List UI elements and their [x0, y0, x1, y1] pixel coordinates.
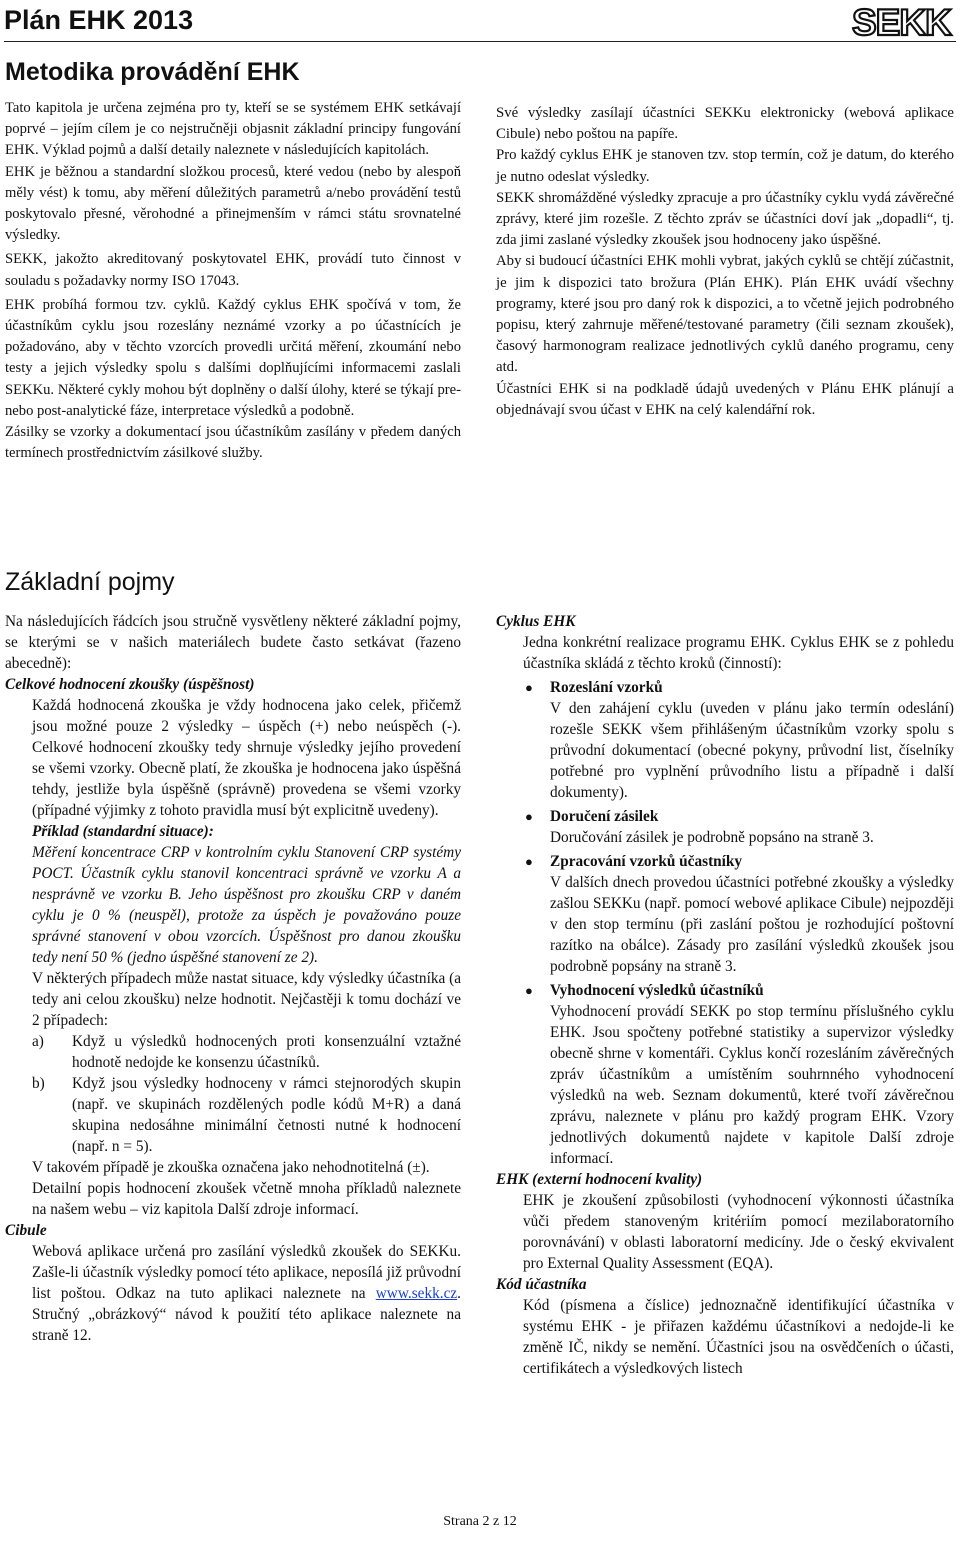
- section-heading-metodika: Metodika provádění EHK: [5, 58, 300, 86]
- step-text: Doručování zásilek je podrobně popsáno na straně 3.: [550, 829, 874, 846]
- step-title: Rozeslání vzorků: [550, 679, 663, 696]
- list-item-text: Když jsou výsledky hodnoceny v rámci stejnorodých skupin (např. ve skupinách rozdělených podle kódů M+R) a daná skupina nedosáhne minimální četnosti nutné k hodnocení (např. n = 5).: [72, 1075, 461, 1155]
- step-item: [523, 677, 954, 803]
- bullet-icon: ●: [525, 680, 533, 695]
- section2-left-column: [5, 611, 461, 1346]
- step-title: Doručení zásilek: [550, 808, 659, 825]
- definition-text: [32, 1241, 461, 1346]
- bullet-icon: ●: [525, 809, 533, 824]
- step-item: [523, 851, 954, 977]
- definition-text: Jedna konkrétní realizace programu EHK. Cyklus EHK se z pohledu účastníka skládá z těchto kroků (činností):: [523, 634, 954, 672]
- term-celkove-hodnoceni: Celkové hodnocení zkoušky (úspěšnost): [5, 676, 255, 693]
- example-title: Příklad (standardní situace):: [32, 823, 214, 840]
- intro-paragraph: Na následujících řádcích jsou stručně vysvětleny některé základní pojmy, se kterými se v našich materiálech budete často setkávat (řazeno abecedně):: [5, 613, 461, 672]
- paragraph: SEKK, jakožto akreditovaný poskytovatel EHK, provádí tuto činnost v souladu s požadavky normy ISO 17043.: [5, 251, 461, 289]
- section1-right-column: [496, 103, 954, 421]
- paragraph: EHK probíhá formou tzv. cyklů. Každý cyklus EHK spočívá v tom, že účastníkům cyklu jsou rozeslány neznámé vzorky a po účastnících je požadováno, aby v těchto vzorcích provedli určitá měření, zkoumání nebo testy a jejich výsledky spolu s dalšími doplňujícími informacemi zaslali SEKKu. Některé cykly mohou být doplněny o další úlohy, které se týkají pre-nebo post-analytické fáze, interpretace výsledků a podobně.: [5, 296, 461, 419]
- paragraph: Aby si budoucí účastníci EHK mohli vybrat, jakých cyklů se chtějí zúčastnit, je jim k dispozici tato brožura (Plán EHK). Plán EHK uvádí všechny programy, které jsou pro daný rok k dispozici, a to včetně jejich podrobného popisu, který zahrnuje měřené/testované parametry (čili seznam zkoušek), časový harmonogram realizace jednotlivých cyklů daného programu, ceny atd.: [496, 253, 954, 376]
- term-ehk: EHK (externí hodnocení kvality): [496, 1171, 703, 1188]
- paragraph: Své výsledky zasílají účastníci SEKKu elektronicky (webová aplikace Cibule) nebo poštou na papíře.: [496, 105, 954, 143]
- list-marker: b): [32, 1075, 45, 1092]
- paragraph: SEKK shromážděné výsledky zpracuje a pro účastníky cyklu vydá závěrečné zprávy, které jim rozešle. Z těchto zpráv se účastníci doví jak „dopadli“, tj. zda jimi zaslané výsledky zkoušek jsou hodnoceny jako úspěšné.: [496, 189, 954, 249]
- example-text: Měření koncentrace CRP v kontrolním cyklu Stanovení CRP systémy POCT. Účastník cyklu stanovil koncentraci správně ve vzorku A a nesprávně ve vzorku B. Jeho úspěšnost pro zkoušku CRP v daném cyklu je 0 % (neuspěl), protože za úspěch je považováno pouze správné stanovení v obou vzorcích. Úspěšnost pro danou zkoušku tedy není 50 % (jedno úspěšné stanovení ze 2).: [32, 844, 461, 966]
- term-definition: [5, 695, 461, 1220]
- list-item: [32, 1031, 461, 1073]
- document-title: Plán EHK 2013: [4, 5, 194, 35]
- svg-text:SEKK: SEKK: [852, 2, 951, 40]
- term-definition: [496, 1190, 954, 1274]
- step-title: Vyhodnocení výsledků účastníků: [550, 982, 764, 999]
- sekk-logo: [850, 2, 956, 40]
- term-definition: [496, 1295, 954, 1379]
- section1-left-column: [5, 98, 461, 464]
- paragraph: Tato kapitola je určena zejména pro ty, kteří se se systémem EHK setkávají poprvé – jejím cílem je co nejstručněji objasnit základní principy fungování EHK. Výklad pojmů a další detaily naleznete v následujících kapitolách.: [5, 100, 461, 159]
- step-text: Vyhodnocení provádí SEKK po stop termínu příslušného cyklu EHK. Jsou spočteny potřebné statistiky a supervizor výsledky obecně shrne v komentáři. Cyklus končí rozesláním závěrečných zpráv účastníkům a umístěním souhrnného vyhodnocení výsledků na web. Seznam dokumentů, které tvoří závěrečnou zprávu, naleznete v plánu pro každý program EHK. Vzory jednotlivých dokumentů najdete v kapitole Další zdroje informací.: [550, 1003, 954, 1167]
- page-header: [4, 2, 956, 42]
- bullet-icon: ●: [525, 854, 533, 869]
- term-cyklus-ehk: Cyklus EHK: [496, 613, 576, 630]
- term-kod-ucastnika: Kód účastníka: [496, 1276, 587, 1293]
- cibule-text-a: Webová aplikace určená pro zasílání výsledků zkoušek do SEKKu. Zašle-li účastník výsledky pomocí této aplikace, neposílá již průvodní list poštou. Odkaz na tuto aplikaci naleznete na: [32, 1243, 461, 1302]
- list-item: [32, 1073, 461, 1157]
- term-definition: [496, 632, 954, 1169]
- paragraph: V takovém případě je zkouška označena jako nehodnotitelná (±).: [32, 1159, 430, 1176]
- page-number: Strana 2 z 12: [443, 1514, 517, 1529]
- paragraph: EHK je běžnou a standardní složkou procesů, které vedou (nebo by alespoň měly vést) k tomu, aby měření důležitých parametrů a/nebo provádění testů poskytovalo přesné, věrohodné a přinejmenším v rámci státu srovnatelné výsledky.: [5, 163, 461, 244]
- term-cibule: Cibule: [5, 1222, 47, 1239]
- paragraph: Pro každý cyklus EHK je stanoven tzv. stop termín, což je datum, do kterého je nutno odeslat výsledky.: [496, 147, 954, 185]
- cibule-text-b: . Stručný „obrázkový“ návod k použití této aplikace naleznete na straně 12.: [32, 1285, 461, 1344]
- paragraph: Účastníci EHK si na podkladě údajů uvedených v Plánu EHK plánují a objednávají svou účast v EHK na celý kalendářní rok.: [496, 380, 954, 418]
- step-item: [523, 806, 954, 848]
- list-marker: a): [32, 1033, 44, 1050]
- term-definition: [5, 1241, 461, 1346]
- step-text: V dalších dnech provedou účastníci potřebné zkoušky a výsledky zašlou SEKKu (např. pomocí webové aplikace Cibule) nejpozději v den stop termínu (při zaslání poštou je rozhodující poštovní razítko na obálce). Zásady pro zasílání výsledků zkoušek jsou podrobně popsány na straně 3.: [550, 874, 954, 975]
- section-heading-zakladni-pojmy: Základní pojmy: [5, 568, 175, 596]
- list-item-text: Když u výsledků hodnocených proti konsenzuální vztažné hodnotě nedojde ke konsenzu účastníků.: [72, 1033, 461, 1071]
- step-item: [523, 980, 954, 1169]
- step-title: Zpracování vzorků účastníky: [550, 853, 743, 870]
- paragraph: V některých případech může nastat situace, kdy výsledky účastníka (a tedy ani celou zkoušku) nelze hodnotit. Nejčastěji k tomu dochází ve 2 případech:: [32, 970, 461, 1029]
- definition-text: EHK je zkoušení způsobilosti (vyhodnocení výkonnosti účastníka vůči předem stanoveným kritériím pomocí mezilaboratorního porovnávání) v oblasti laboratorní medicíny. Jde o český ekvivalent pro External Quality Assessment (EQA).: [523, 1192, 954, 1272]
- paragraph: Zásilky se vzorky a dokumentací jsou účastníkům zasílány v předem daných termínech prostřednictvím zásilkové služby.: [5, 424, 461, 462]
- definition-text: Kód (písmena a číslice) jednoznačně identifikující účastníka v systému EHK - je přiřazen každému účastníkovi a nedojde-li ke změně IČ, nikdy se nemění. Účastníci jsou na osvědčeních o účasti, certifikátech a výsledkových listech: [523, 1297, 954, 1377]
- paragraph: Detailní popis hodnocení zkoušek včetně mnoha příkladů naleznete na našem webu – viz kapitola Další zdroje informací.: [32, 1180, 461, 1218]
- section2-right-column: [496, 611, 954, 1379]
- definition-text: Každá hodnocená zkouška je vždy hodnocena jako celek, přičemž jsou možné pouze 2 výsledky – úspěch (+) nebo neúspěch (-). Celkové hodnocení zkoušky tedy shrnuje výsledky jejího provedení se všemi vzorky. Obecně platí, že zkouška je hodnocena jako úspěšná tehdy, jestliže byla úspěšně (správně) provedena se všemi vzorky (případné výjimky z tohoto pravidla musí být explicitně uvedeny).: [32, 697, 461, 819]
- step-text: V den zahájení cyklu (uveden v plánu jako termín odeslání) rozešle SEKK všem přihlášeným účastníkům vzorky spolu s průvodní dokumentací (obecné pokyny, průvodní list, číselníky potřebné pro vyplnění průvodního listu a případně i další dokumenty).: [550, 700, 954, 801]
- sekk-website-link[interactable]: www.sekk.cz: [375, 1285, 458, 1302]
- bullet-icon: ●: [525, 983, 533, 998]
